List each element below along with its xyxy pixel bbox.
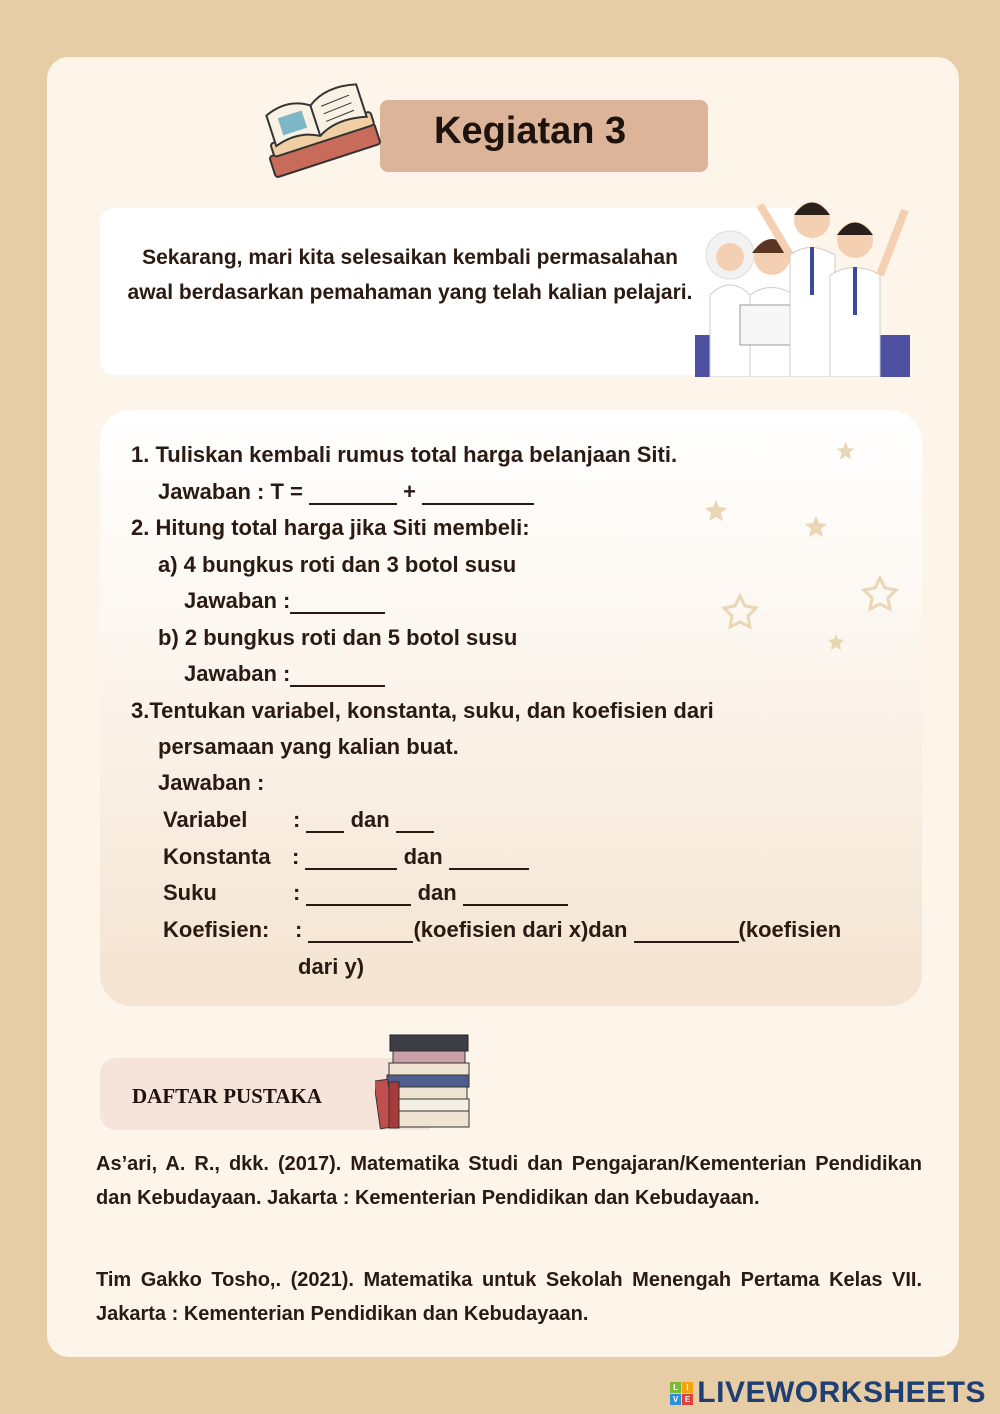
suku-input-2[interactable]: [463, 882, 568, 906]
badge-letter: V: [670, 1394, 681, 1405]
konstanta-row: [292, 842, 529, 872]
intro-text: Sekarang, mari kita selesaikan kembali permasalahan awal berdasarkan pemahaman yang telah kalian pelajari.: [127, 246, 693, 304]
badge-letter: E: [682, 1394, 693, 1405]
students-illustration: [690, 185, 915, 377]
reference-2: Tim Gakko Tosho,. (2021). Matematika untuk Sekolah Menengah Pertama Kelas VII. Jakarta : Kementerian Pendidikan dan Kebudayaan.: [96, 1269, 922, 1325]
question-3-answer-label: Jawaban :: [158, 770, 265, 795]
dan-text: dan: [350, 807, 390, 832]
koefisien-y-text-2: dari y): [298, 954, 365, 979]
question-1: 1. Tuliskan kembali rumus total harga belanjaan Siti.: [131, 442, 678, 467]
variabel-input-2[interactable]: [396, 809, 434, 833]
koefisien-label: Koefisien:: [163, 917, 270, 942]
references-title: DAFTAR PUSTAKA: [132, 1084, 322, 1108]
koefisien-y-input[interactable]: [634, 919, 739, 943]
stars-decoration: [700, 440, 910, 660]
colon: :: [293, 807, 301, 832]
question-2: 2. Hitung total harga jika Siti membeli:: [131, 515, 530, 540]
q2b-answer-input[interactable]: [290, 663, 385, 687]
question-2b-answer-row: [184, 659, 385, 689]
live-badge-icon: [670, 1382, 693, 1405]
question-2a: a) 4 bungkus roti dan 3 botol susu: [158, 552, 517, 577]
badge-letter: L: [670, 1382, 681, 1393]
open-book-icon: [245, 80, 395, 190]
suku-input-1[interactable]: [306, 882, 411, 906]
badge-letter: I: [682, 1382, 693, 1393]
plus-sign: +: [403, 479, 416, 504]
logo-text: LIVEWORKSHEETS: [697, 1376, 986, 1409]
answer-label: Jawaban : T =: [158, 479, 303, 504]
answer-label: Jawaban :: [184, 588, 291, 613]
liveworksheets-logo: [670, 1376, 986, 1410]
koefisien-y-text: (koefisien: [738, 917, 842, 942]
colon: :: [295, 917, 303, 942]
question-2a-answer-row: [184, 586, 385, 616]
book-stack-icon: [375, 1030, 475, 1132]
q1-answer-input-1[interactable]: [309, 481, 397, 505]
suku-label: Suku: [163, 880, 217, 905]
question-3-line1: 3.Tentukan variabel, konstanta, suku, dan koefisien dari: [131, 698, 714, 723]
variabel-label: Variabel: [163, 807, 248, 832]
answer-label: Jawaban :: [184, 661, 291, 686]
q1-answer-input-2[interactable]: [422, 481, 534, 505]
variabel-input-1[interactable]: [306, 809, 344, 833]
konstanta-label: Konstanta: [163, 844, 271, 869]
colon: :: [293, 880, 301, 905]
dan-text: dan: [417, 880, 457, 905]
question-1-answer-row: [158, 477, 534, 507]
colon: :: [292, 844, 300, 869]
konstanta-input-1[interactable]: [305, 846, 397, 870]
konstanta-input-2[interactable]: [449, 846, 529, 870]
koefisien-row: [295, 915, 841, 945]
koefisien-x-input[interactable]: [308, 919, 413, 943]
variabel-row: [293, 805, 434, 835]
koefisien-x-text: (koefisien dari x)dan: [413, 917, 628, 942]
dan-text: dan: [403, 844, 443, 869]
reference-1: As’ari, A. R., dkk. (2017). Matematika Studi dan Pengajaran/Kementerian Pendidikan dan Kebudayaan. Jakarta : Kementerian Pendidikan dan Kebudayaan.: [96, 1153, 922, 1209]
suku-row: [293, 878, 568, 908]
page-title: Kegiatan 3: [434, 110, 627, 152]
q2a-answer-input[interactable]: [290, 590, 385, 614]
question-3-line2: persamaan yang kalian buat.: [158, 734, 459, 759]
question-2b: b) 2 bungkus roti dan 5 botol susu: [158, 625, 518, 650]
